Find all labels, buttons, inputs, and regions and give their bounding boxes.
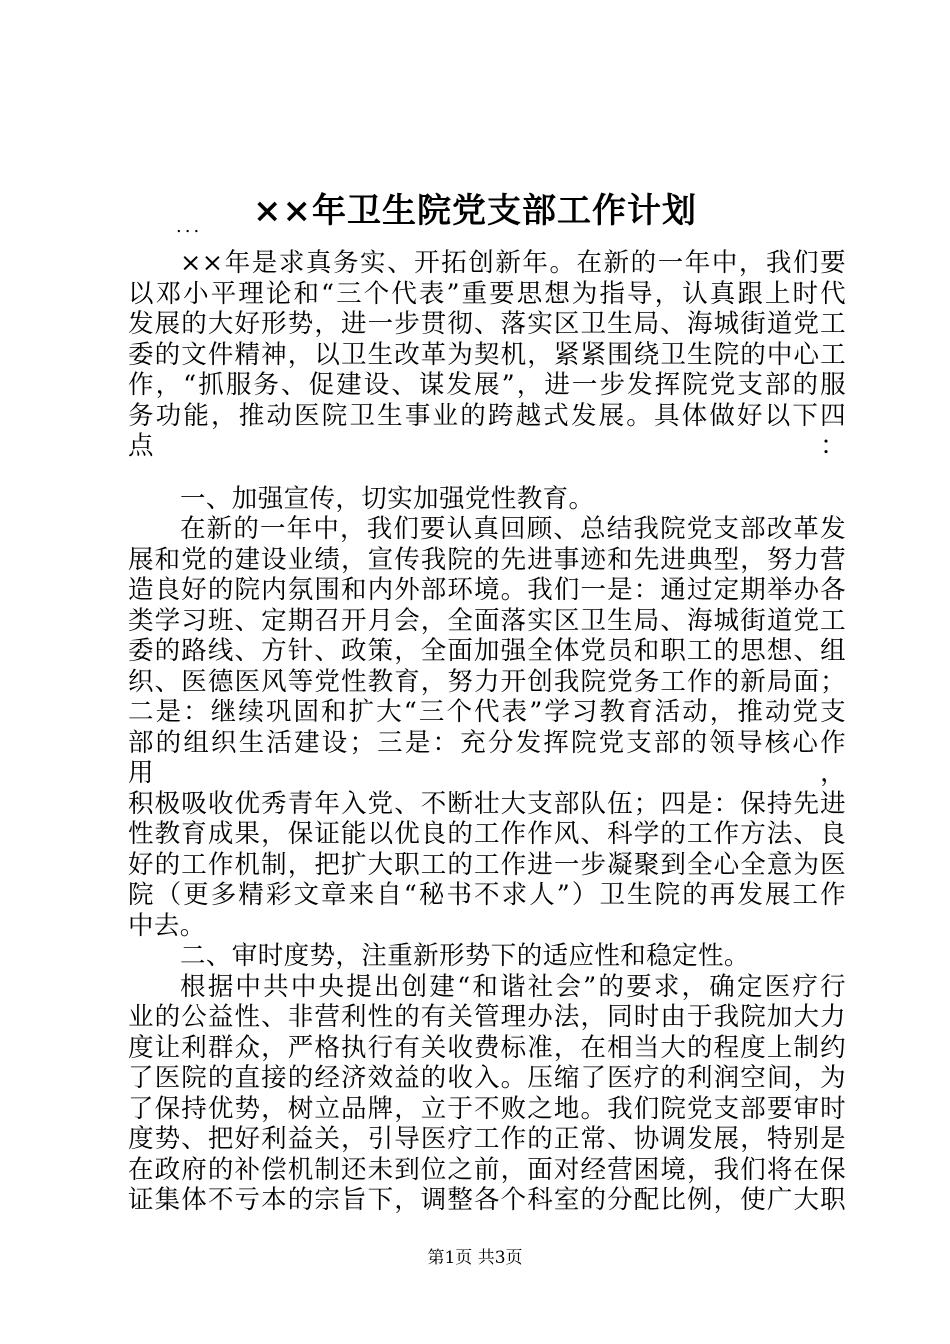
- section-heading: 二、审时度势，注重新形势下的适应性和稳定性。: [180, 941, 750, 971]
- section1-line: 部的组织生活建设；三是：充分发挥院党支部的领导核心作用，: [128, 727, 846, 788]
- section1-line: 类学习班、定期召开月会，全面落实区卫生局、海城街道党工: [128, 605, 846, 636]
- section1-line: 造良好的院内氛围和内外部环境。我们一是：通过定期举办各: [128, 575, 846, 605]
- section2-line: 根据中共中央提出创建“和谐社会”的要求，确定医疗行: [180, 971, 846, 1002]
- section1-line: 织、医德医风等党性教育，努力开创我院党务工作的新局面；: [128, 666, 846, 697]
- section1-line: 好的工作机制，把扩大职工的工作进一步凝聚到全心全意为医: [128, 849, 846, 880]
- section1-line: 院（更多精彩文章来自“秘书不求人”）卫生院的再发展工作: [128, 880, 846, 910]
- document-body: [128, 248, 846, 1216]
- section1-line: 委的路线、方针、政策，全面加强全体党员和职工的思想、组: [128, 636, 846, 666]
- section1-line: 中去。: [128, 910, 206, 941]
- intro-line: 作，“抓服务、促建设、谋发展”，进一步发挥院党支部的服: [128, 370, 846, 400]
- intro-line: ××年是求真务实、开拓创新年。在新的一年中，我们要: [180, 248, 846, 278]
- section1-line: 积极吸收优秀青年入党、不断壮大支部队伍；四是：保持先进: [128, 788, 846, 819]
- intro-line: 务功能，推动医院卫生事业的跨越式发展。具体做好以下四点：: [128, 400, 846, 461]
- section1-line: 二是：继续巩固和扩大“三个代表”学习教育活动，推动党支: [128, 697, 846, 727]
- page-number: 第1页 共3页: [427, 1248, 523, 1268]
- section2-line: 业的公益性、非营利性的有关管理办法，同时由于我院加大力: [128, 1002, 846, 1032]
- intro-line: 发展的大好形势，进一步贯彻、落实区卫生局、海城街道党工: [128, 309, 846, 339]
- section2-line: 度让利群众，严格执行有关收费标准，在相当大的程度上制约: [128, 1032, 846, 1063]
- section-heading: 一、加强宣传，切实加强党性教育。: [180, 483, 595, 514]
- section2-line: 了医院的直接的经济效益的收入。压缩了医疗的利润空间，为: [128, 1063, 846, 1093]
- ellipsis-mark: ...: [176, 216, 203, 237]
- intro-line: 以邓小平理论和“三个代表”重要思想为指导，认真跟上时代: [128, 278, 846, 309]
- paragraph-gap: [128, 462, 846, 484]
- document-title: ××年卫生院党支部工作计划: [253, 191, 697, 231]
- section2-line: 了保持优势，树立品牌，立于不败之地。我们院党支部要审时: [128, 1093, 846, 1124]
- intro-line: 委的文件精神，以卫生改革为契机，紧紧围绕卫生院的中心工: [128, 339, 846, 370]
- section1-line: 性教育成果，保证能以优良的工作作风、科学的工作方法、良: [128, 819, 846, 849]
- section1-line: 在新的一年中，我们要认真回顾、总结我院党支部改革发: [180, 514, 846, 544]
- section2-line: 度势、把好利益关，引导医疗工作的正常、协调发展，特别是: [128, 1124, 846, 1154]
- section2-line: 证集体不亏本的宗旨下，调整各个科室的分配比例，使广大职: [128, 1185, 846, 1215]
- section1-line: 展和党的建设业绩，宣传我院的先进事迹和先进典型，努力营: [128, 544, 846, 575]
- section2-line: 在政府的补偿机制还未到位之前，面对经营困境，我们将在保: [128, 1154, 846, 1185]
